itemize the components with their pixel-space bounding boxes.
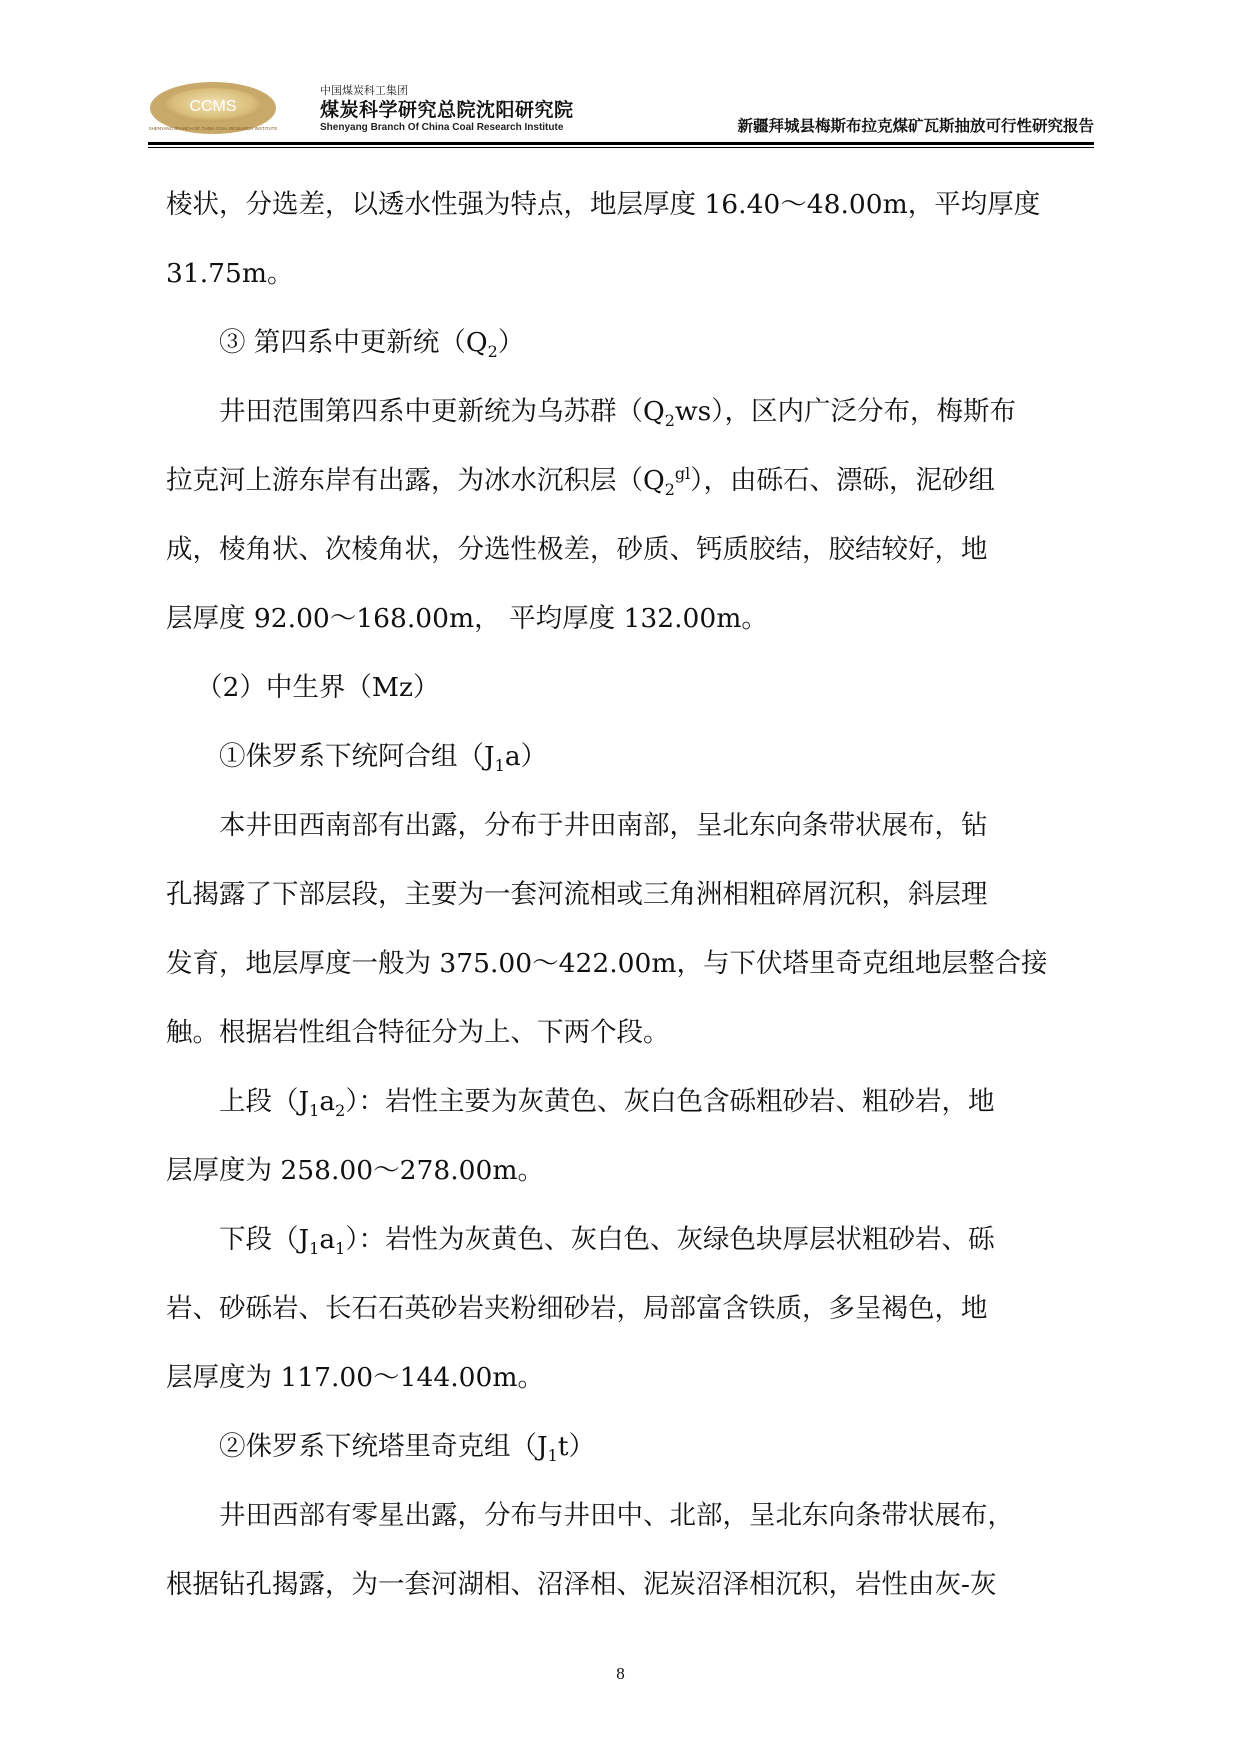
text-line: 下段$(J_1a_1)$：岩性为灰黄色、灰白色、灰绿色块厚层状粗砂岩、砾 (219, 1224, 995, 1258)
text-line: 井田范围第四系中更新统为乌苏群$(Q_2ws)$，区内广泛分布，梅斯布 (219, 396, 1016, 430)
text-line: 本井田西南部有出露，分布于井田南部，呈北东向条带状展布，钻 (219, 810, 988, 841)
text-line: 根据钻孔揭露，为一套河湖相、沼泽相、泥炭沼泽相沉积，岩性由灰-灰 (166, 1569, 997, 1600)
header-rule-thin (148, 147, 1094, 148)
text-line: 拉克河上游东岸有出露，为冰水沉积层$(Q_2^{gl})$，由砾石、漂砾，泥砂组 (166, 464, 996, 499)
org-group-name: 中国煤炭科工集团 (320, 84, 408, 97)
text-line: 上段$(J_1a_2)$：岩性主要为灰黄色、灰白色含砾粗砂岩、粗砂岩，地 (219, 1086, 995, 1120)
text-line: 层厚度为 117.00～144.00m。 (166, 1362, 545, 1393)
text-line: 井田西部有零星出露，分布与井田中、北部，呈北东向条带状展布， (219, 1500, 1014, 1531)
text-line: 孔揭露了下部层段，主要为一套河流相或三角洲相粗碎屑沉积，斜层理 (166, 879, 988, 910)
text-line: 岩、砂砾岩、长石石英砂岩夹粉细砂岩，局部富含铁质，多呈褐色，地 (166, 1293, 988, 1324)
org-name-english: Shenyang Branch Of China Coal Research Institute (320, 122, 564, 133)
section-heading: ②侏罗系下统塔里奇克组$(J_1t)$ (219, 1431, 595, 1465)
text-line: 31.75m。 (166, 258, 294, 289)
body-text (166, 170, 1086, 1619)
header-rule-thick (148, 142, 1094, 145)
logo-ring-text: SHENYANG BRANCH OF CHINA COAL RESEARCH INSTITUTE (148, 126, 278, 131)
text-line: 层厚度 92.00～168.00m， 平均厚度 132.00m。 (166, 603, 768, 634)
section-heading: ①侏罗系下统阿合组$(J_1a)$ (219, 741, 548, 775)
text-line: 棱状，分选差，以透水性强为特点，地层厚度 16.40～48.00m，平均厚度 (166, 189, 1041, 220)
section-heading: ③ 第四系中更新统$(Q_2)$ (219, 327, 525, 361)
text-line: 成，棱角状、次棱角状，分选性极差，砂质、钙质胶结，胶结较好，地 (166, 534, 988, 565)
logo-text: CCMS (189, 98, 237, 115)
text-line: 发育，地层厚度一般为 375.00～422.00m，与下伏塔里奇克组地层整合接 (166, 948, 1048, 979)
section-heading: （2）中生界（Mz） (196, 672, 440, 703)
report-title: 新疆拜城县梅斯布拉克煤矿瓦斯抽放可行性研究报告 (737, 117, 1094, 135)
org-name: 煤炭科学研究总院沈阳研究院 (320, 99, 574, 121)
page-number: 8 (616, 1664, 625, 1683)
text-line: 层厚度为 258.00～278.00m。 (166, 1155, 545, 1186)
ccms-logo (148, 80, 278, 136)
text-line: 触。根据岩性组合特征分为上、下两个段。 (166, 1017, 670, 1048)
page-header (148, 72, 1094, 142)
organization-block (320, 84, 574, 134)
